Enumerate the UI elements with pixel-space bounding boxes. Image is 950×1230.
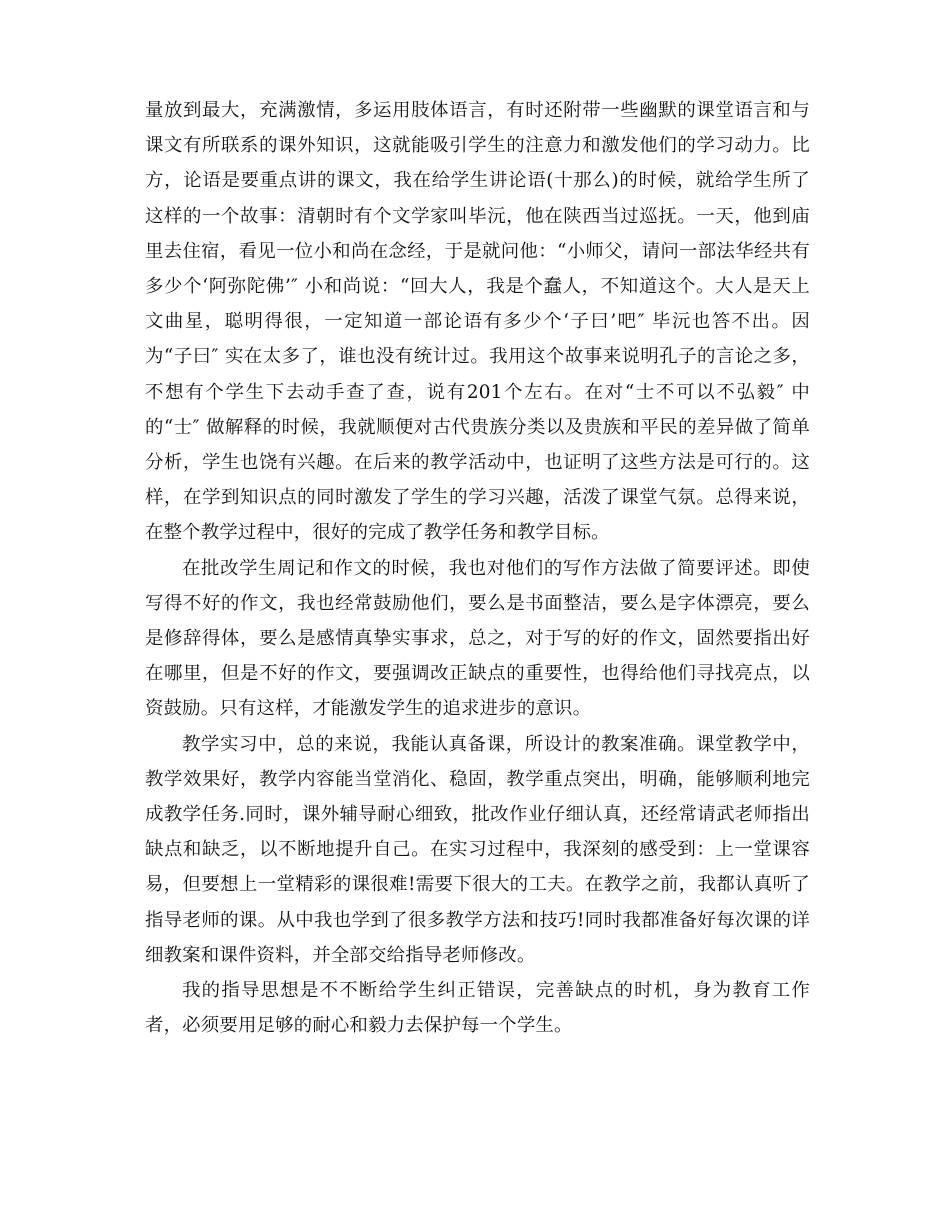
document-page	[145, 93, 810, 1043]
paragraph-teaching-method: 量放到最大，充满激情，多运用肢体语言，有时还附带一些幽默的课堂语言和与课文有所联系的课外知识，这就能吸引学生的注意力和激发他们的学习动力。比方，论语是要重点讲的课文，我在给学生讲论语(十那么)的时候，就给学生所了这样的一个故事：清朝时有个文学家叫毕沅，他在陕西当过巡抚。一天，他到庙里去住宿，看见一位小和尚在念经，于是就问他：“小师父，请问一部法华经共有多少个‘阿弥陀佛’″ 小和尚说：“回大人，我是个蠢人，不知道这个。大人是天上文曲星，聪明得很，一定知道一部论语有多少个‘子曰’吧″ 毕沅也答不出。因为“子曰″ 实在太多了，谁也没有统计过。我用这个故事来说明孔子的言论之多，不想有个学生下去动手查了查，说有201个左右。在对“士不可以不弘毅″ 中的“士″ 做解释的时候，我就顺便对古代贵族分类以及贵族和平民的差异做了简单分析，学生也饶有兴趣。在后来的教学活动中，也证明了这些方法是可行的。这样，在学到知识点的同时激发了学生的学习兴趣，活泼了课堂气氛。总得来说，在整个教学过程中，很好的完成了教学任务和教学目标。	[145, 100, 810, 544]
paragraph-guiding-thought: 我的指导思想是不不断给学生纠正错误，完善缺点的时机，身为教育工作者，必须要用足够的耐心和毅力去保护每一个学生。	[145, 980, 810, 1037]
paragraph-composition-review: 在批改学生周记和作文的时候，我也对他们的写作方法做了简要评述。即使写得不好的作文，我也经常鼓励他们，要么是书面整洁，要么是字体漂亮，要么是修辞得体，要么是感情真挚实事求，总之，对于写的好的作文，固然要指出好在哪里，但是不好的作文，要强调改正缺点的重要性，也得给他们寻找亮点，以资鼓励。只有这样，才能激发学生的追求进步的意识。	[145, 557, 810, 720]
paragraph-internship-summary: 教学实习中，总的来说，我能认真备课，所设计的教案准确。课堂教学中，教学效果好，教学内容能当堂消化、稳固，教学重点突出，明确，能够顺利地完成教学任务.同时，课外辅导耐心细致，批改作业仔细认真，还经常请武老师指出缺点和缺乏，以不断地提升自己。在实习过程中，我深刻的感受到：上一堂课容易，但要想上一堂精彩的课很难!需要下很大的工夫。在教学之前，我都认真听了指导老师的课。从中我也学到了很多教学方法和技巧!同时我都准备好每次课的详细教案和课件资料，并全部交给指导老师修改。	[145, 733, 810, 966]
